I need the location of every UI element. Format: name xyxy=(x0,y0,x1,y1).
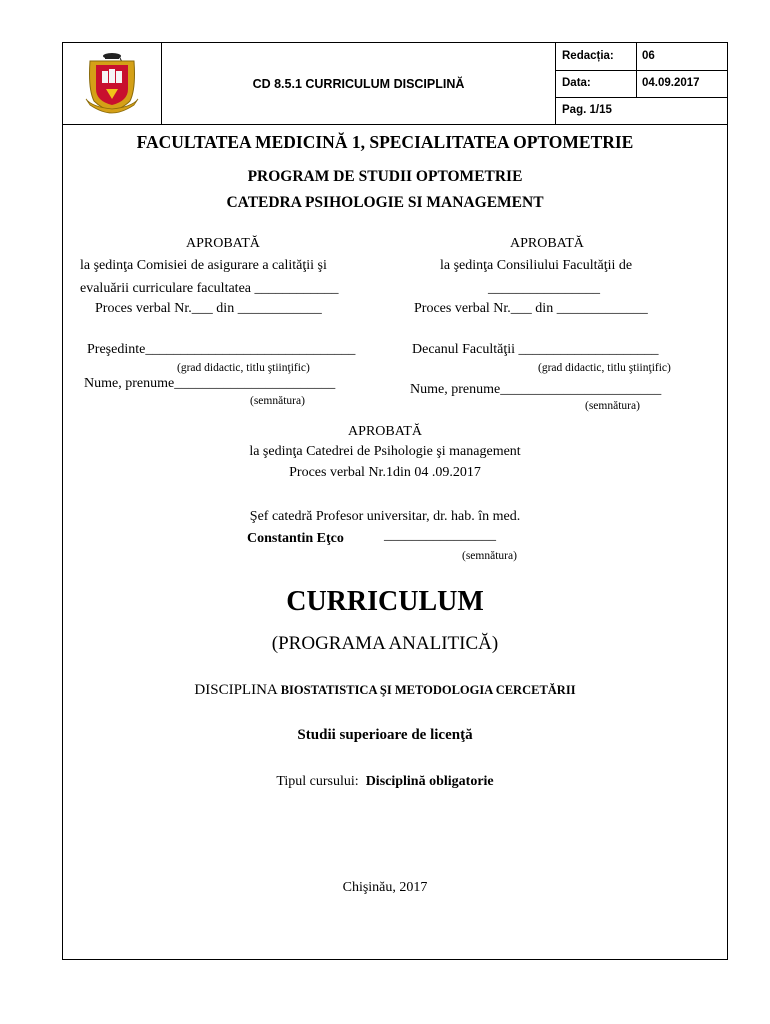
revision-label: Redacția: xyxy=(562,50,614,62)
document-header xyxy=(63,43,727,125)
left-name-line: Nume, prenume_______________________ xyxy=(84,376,336,391)
right-name-line: Nume, prenume_______________________ xyxy=(410,382,662,397)
place-date-footer: Chişinău, 2017 xyxy=(342,880,428,895)
president-line: Preşedinte______________________________ xyxy=(87,342,356,357)
dean-line: Decanul Facultăţii ____________________ xyxy=(412,342,659,357)
center-approval-title: APROBATĂ xyxy=(348,424,422,439)
page-row xyxy=(556,97,727,124)
left-approval-title: APROBATĂ xyxy=(186,236,260,251)
revision-table xyxy=(556,43,727,124)
left-sign-note: (semnătura) xyxy=(250,395,305,407)
center-approval-line1: la şedinţa Catedrei de Psihologie şi management xyxy=(249,444,521,459)
faculty-heading: FACULTATEA MEDICINĂ 1, SPECIALITATEA OPTOMETRIE xyxy=(136,132,634,152)
chief-name: Constantin Eţco xyxy=(247,531,344,546)
right-approval-line1: la şedinţa Consiliului Facultăţii de xyxy=(440,258,633,273)
chief-signature-line: ________________ xyxy=(384,528,496,543)
date-value: 04.09.2017 xyxy=(642,77,700,89)
document-code-title: CD 8.5.1 CURRICULUM DISCIPLINĂ xyxy=(162,43,556,124)
revision-row xyxy=(556,43,727,71)
course-type-label: Tipul cursului: xyxy=(276,774,359,789)
right-approval-line2: ________________ xyxy=(488,281,600,296)
discipline-line xyxy=(0,682,770,699)
curriculum-title: CURRICULUM xyxy=(286,586,484,617)
studies-level: Studii superioare de licenţă xyxy=(297,727,473,743)
center-approval-line2: Proces verbal Nr.1din 04 .09.2017 xyxy=(289,465,481,480)
right-grade-note: (grad didactic, titlu ştiinţific) xyxy=(538,362,671,374)
discipline-name: BIOSTATISTICA ŞI METODOLOGIA CERCETĂRII xyxy=(280,683,576,697)
right-approval-line3: Proces verbal Nr.___ din _____________ xyxy=(414,301,648,316)
program-heading: PROGRAM DE STUDII OPTOMETRIE xyxy=(247,168,523,185)
logo-cell xyxy=(63,43,162,124)
discipline-prefix: DISCIPLINA xyxy=(194,682,281,698)
left-grade-note: (grad didactic, titlu ştiinţific) xyxy=(177,362,310,374)
right-sign-note: (semnătura) xyxy=(585,400,640,412)
course-type-line xyxy=(0,774,770,790)
chief-sign-note: (semnătura) xyxy=(462,550,517,562)
curriculum-subtitle: (PROGRAMA ANALITICĂ) xyxy=(271,633,499,654)
page-number: Pag. 1/15 xyxy=(562,104,612,116)
left-approval-line2: evaluării curriculare facultatea ____________ xyxy=(80,281,339,296)
university-crest-icon xyxy=(82,49,142,115)
chief-title: Şef catedră Profesor universitar, dr. hab. în med. xyxy=(249,509,521,524)
date-label: Data: xyxy=(562,77,591,89)
revision-value: 06 xyxy=(642,50,655,62)
right-approval-title: APROBATĂ xyxy=(510,236,584,251)
date-row xyxy=(556,70,727,98)
left-approval-line1: la şedinţa Comisiei de asigurare a calităţii şi xyxy=(80,258,327,273)
left-approval-line3: Proces verbal Nr.___ din ____________ xyxy=(95,301,322,316)
course-type-value: Disciplină obligatorie xyxy=(365,774,494,789)
catedra-heading: CATEDRA PSIHOLOGIE SI MANAGEMENT xyxy=(226,194,544,211)
